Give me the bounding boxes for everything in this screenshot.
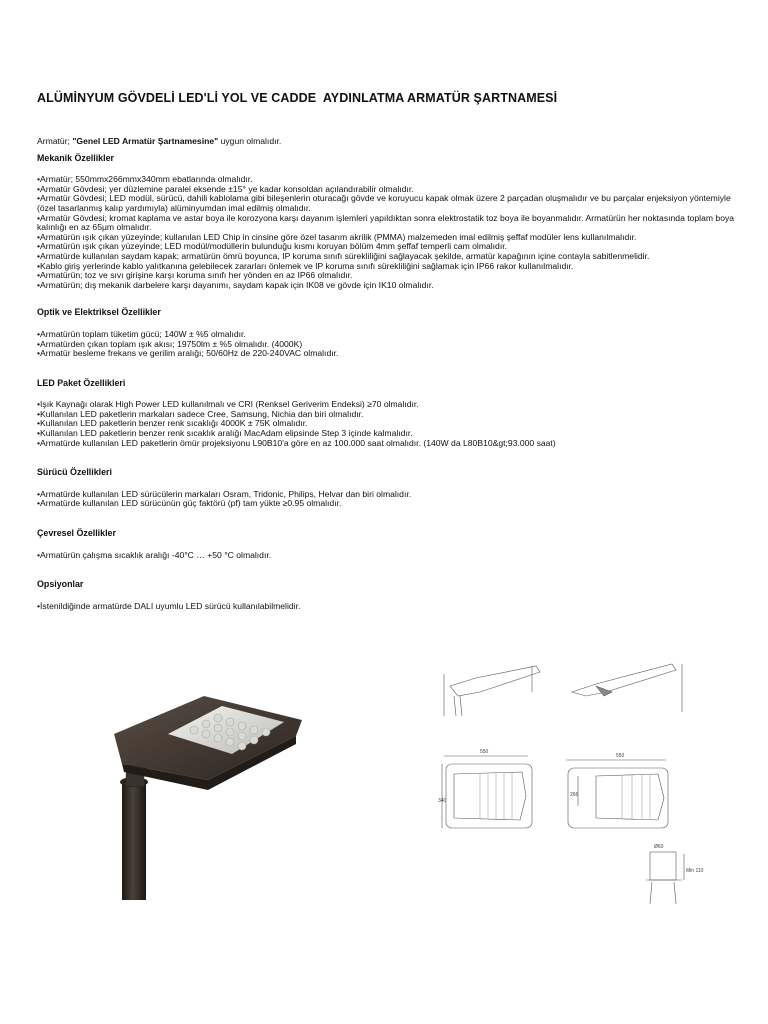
- document-body: [37, 137, 737, 631]
- section-heading: LED Paket Özellikleri: [37, 377, 126, 388]
- dimension-label-width: 550: [480, 749, 489, 755]
- bullet-list: [37, 551, 737, 561]
- list-item: • Armatürün; toz ve sıvı girişine karşı koruma sınıfı her yönden en az IP66 olmalıdır.: [37, 271, 737, 281]
- intro-suffix: uygun olmalıdır.: [218, 136, 282, 146]
- list-item: • Kullanılan LED paketlerin benzer renk sıcaklığı 4000K ± 75K olmalıdır.: [37, 419, 737, 429]
- dimension-label-diameter: Ø60: [654, 844, 664, 850]
- dimension-label-height: 266: [570, 792, 579, 798]
- dimension-label-width-2: 550: [616, 753, 625, 759]
- section-optik: [37, 308, 737, 358]
- list-item: • İstenildiğinde armatürde DALI uyumlu LED sürücü kullanılabilmelidir.: [37, 602, 737, 612]
- section-heading: Optik ve Elektriksel Özellikler: [37, 307, 161, 318]
- section-heading: Opsiyonlar: [37, 579, 84, 590]
- list-item: • Armatür; 550mmx266mmx340mm ebatlarında olmalıdır.: [37, 175, 737, 185]
- list-item: • Işık Kaynağı olarak High Power LED kullanılmalı ve CRI (Renksel Geriverim Endeksi) ≥70 olmalıdır.: [37, 400, 737, 410]
- bullet-list: [37, 400, 737, 448]
- section-led: [37, 379, 737, 449]
- intro-bold-reference: "Genel LED Armatür Şartnamesine": [72, 136, 219, 146]
- technical-drawing: [436, 656, 704, 906]
- list-item: • Armatürün; dış mekanik darbelere karşı dayanımı, saydam kapak için IK08 ve gövde için IK10 olmalıdır.: [37, 281, 737, 291]
- pole-icon: [122, 780, 146, 900]
- list-item: • Kullanılan LED paketlerin benzer renk sıcaklık aralığı MacAdam elipsinde Step 3 içinde kalmalıdır.: [37, 429, 737, 439]
- list-item: • Kablo giriş yerlerinde kablo yalıtkanına gelebilecek zararları önlemek ve IP koruma sınıfı sürekliliğini sağlamak için IP66 rakor kullanılmalıdır.: [37, 262, 737, 272]
- section-opsiyonlar: [37, 580, 737, 611]
- street-light-illustration: [38, 668, 368, 900]
- list-item: • Armatür Gövdesi; yer düzlemine paralel eksende ±15° ye kadar konsoldan açılandırabilir olmalıdır.: [37, 185, 737, 195]
- dimension-label-min: Min 110: [686, 868, 704, 874]
- list-item: • Armatürün toplam tüketim gücü; 140W ± %5 olmalıdır.: [37, 330, 737, 340]
- list-item: • Armatürde kullanılan LED sürücülerin markaları Osram, Tridonic, Philips, Helvar dan biri olmalıdır.: [37, 490, 737, 500]
- document-title: ALÜMİNYUM GÖVDELİ LED'Lİ YOL VE CADDE AYDINLATMA ARMATÜR ŞARTNAMESİ: [37, 91, 558, 105]
- bullet-list: [37, 330, 737, 359]
- list-item: • Armatürün ışık çıkan yüzeyinde; kullanılan LED Chip in cinsine göre özel tasarım akrilik (PMMA) malzemeden imal edilmiş şeffaf modüler lens kullanılmalıdır.: [37, 233, 737, 243]
- bullet-list: [37, 490, 737, 509]
- section-heading: Çevresel Özellikler: [37, 528, 116, 539]
- list-item: • Armatürden çıkan toplam ışık akısı; 19750lm ± %5 olmalıdır. (4000K): [37, 340, 737, 350]
- bullet-list: [37, 175, 737, 290]
- section-mekanik: [37, 154, 737, 291]
- list-item: • Armatür Gövdesi; kromat kaplama ve astar boya ile korozyona karşı dayanım işlemleri yapıldıktan sonra elektrostatik toz boya ile boyanmalıdır. Armatürün her noktasında toplam boya kalınlığı en az 65µm olmalıdır.: [37, 214, 737, 233]
- list-item: • Armatürün çalışma sıcaklık aralığı -40°C … +50 °C olmalıdır.: [37, 551, 737, 561]
- intro-paragraph: [37, 137, 737, 147]
- section-cevresel: [37, 529, 737, 560]
- list-item: • Armatür besleme frekans ve gerilim aralığı; 50/60Hz de 220-240VAC olmalıdır.: [37, 349, 737, 359]
- list-item: • Armatürde kullanılan LED sürücünün güç faktörü (pf) tam yükte ≥0.95 olmalıdır.: [37, 499, 737, 509]
- list-item: • Armatür Gövdesi; LED modül, sürücü, dahili kablolama gibi bileşenlerin oturacağı gövde ve koruyucu kapak olmak üzere 2 parçadan oluşmalıdır ve bu parçalar enjeksiyon yöntemiyle (özel tasarlanmış kalıp yardımıyla) alüminyumdan imal edilmiş olmalıdır.: [37, 194, 737, 213]
- list-item: • Armatürde kullanılan LED paketlerin ömür projeksiyonu L90B10'a göre en az 100.000 saat olmalıdır. (140W da L80B10&gt;93.000 saat): [37, 439, 737, 449]
- section-heading: Mekanik Özellikler: [37, 152, 114, 163]
- bullet-list: [37, 602, 737, 612]
- list-item: • Armatürde kullanılan saydam kapak; armatürün ömrü boyunca, IP koruma sınıfı sürekliliğini sağlayacak şekilde, armatür kapağının içine contayla sabitlenmelidir.: [37, 252, 737, 262]
- list-item: • Armatürün ışık çıkan yüzeyinde; LED modül/modüllerin bulunduğu kısmı koruyan bölüm 4mm şeffaf temperli cam olmalıdır.: [37, 242, 737, 252]
- section-surucu: [37, 468, 737, 509]
- list-item: • Kullanılan LED paketlerin markaları sadece Cree, Samsung, Nichia dan biri olmalıdır.: [37, 410, 737, 420]
- street-light-photo: [38, 668, 368, 900]
- dimension-label-depth: 340: [438, 798, 447, 804]
- intro-prefix: Armatür;: [37, 136, 73, 146]
- technical-drawing-illustration: [436, 656, 704, 906]
- section-heading: Sürücü Özellikleri: [37, 467, 112, 478]
